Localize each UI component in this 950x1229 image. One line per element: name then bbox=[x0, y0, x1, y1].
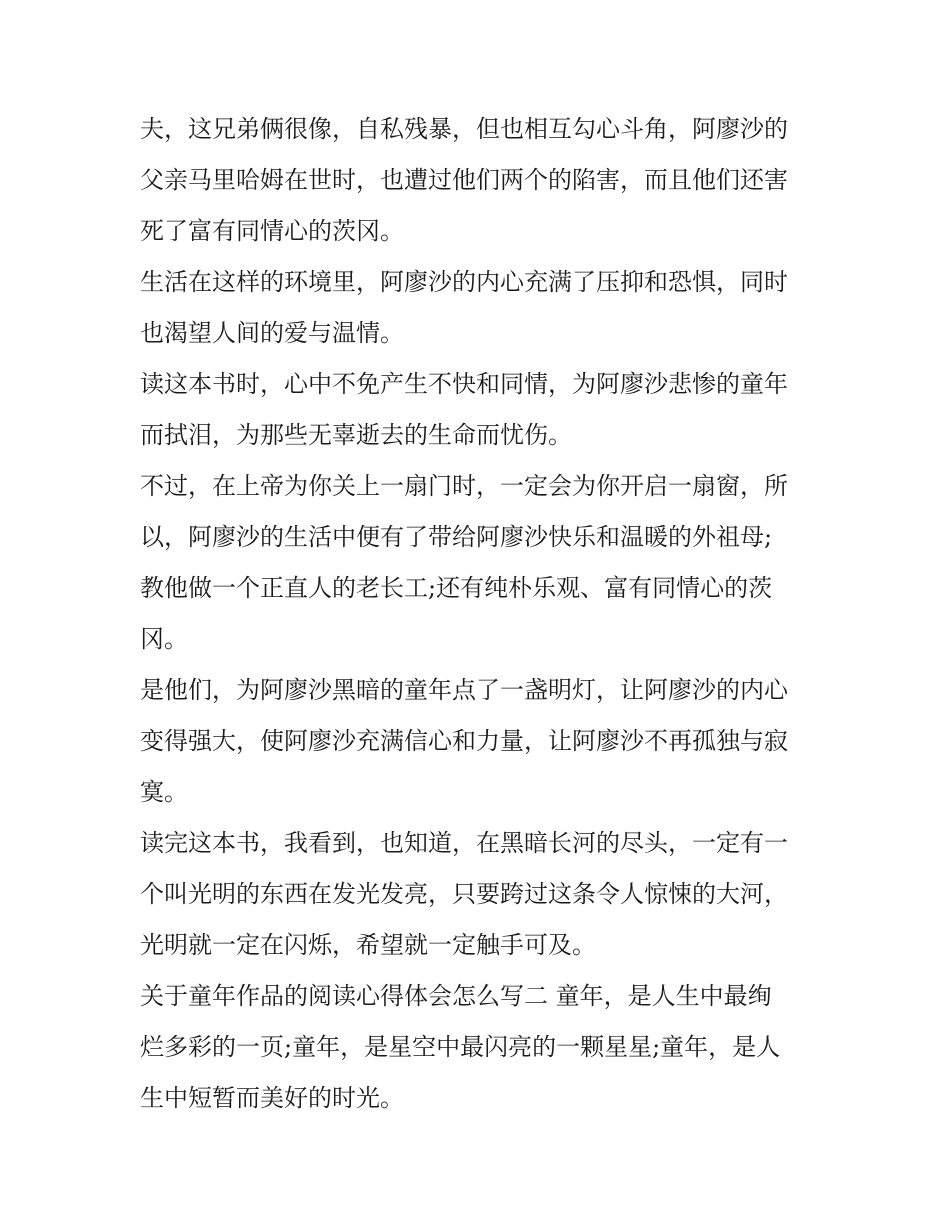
text-line: 冈。 bbox=[140, 625, 188, 653]
text-line: 夫，这兄弟俩很像，自私残暴，但也相互勾心斗角，阿廖沙的 bbox=[140, 115, 788, 143]
body-text bbox=[140, 104, 820, 1124]
text-line: 生活在这样的环境里，阿廖沙的内心充满了压抑和恐惧，同时 bbox=[140, 268, 788, 296]
text-line: 烂多彩的一页;童年，是星空中最闪亮的一颗星星;童年，是人 bbox=[140, 1033, 781, 1061]
text-line: 而拭泪，为那些无辜逝去的生命而忧伤。 bbox=[140, 421, 572, 449]
text-line: 寞。 bbox=[140, 778, 188, 806]
text-line: 教他做一个正直人的老长工;还有纯朴乐观、富有同情心的茨 bbox=[140, 574, 773, 602]
text-line: 死了富有同情心的茨冈。 bbox=[140, 217, 404, 245]
text-line: 也渴望人间的爱与温情。 bbox=[140, 319, 404, 347]
text-line: 生中短暂而美好的时光。 bbox=[140, 1084, 404, 1112]
text-line: 读完这本书，我看到，也知道，在黑暗长河的尽头，一定有一 bbox=[140, 829, 788, 857]
text-line: 父亲马里哈姆在世时，也遭过他们两个的陷害，而且他们还害 bbox=[140, 166, 788, 194]
text-line: 读这本书时，心中不免产生不快和同情，为阿廖沙悲惨的童年 bbox=[140, 370, 788, 398]
text-line: 关于童年作品的阅读心得体会怎么写二 童年，是人生中最绚 bbox=[140, 982, 772, 1010]
text-line: 光明就一定在闪烁，希望就一定触手可及。 bbox=[140, 931, 596, 959]
text-line: 不过，在上帝为你关上一扇门时，一定会为你开启一扇窗，所 bbox=[140, 472, 788, 500]
text-line: 以，阿廖沙的生活中便有了带给阿廖沙快乐和温暖的外祖母; bbox=[140, 523, 773, 551]
text-line: 变得强大，使阿廖沙充满信心和力量，让阿廖沙不再孤独与寂 bbox=[140, 727, 788, 755]
text-line: 个叫光明的东西在发光发亮，只要跨过这条令人惊悚的大河， bbox=[140, 880, 788, 908]
text-line: 是他们，为阿廖沙黑暗的童年点了一盏明灯，让阿廖沙的内心 bbox=[140, 676, 788, 704]
